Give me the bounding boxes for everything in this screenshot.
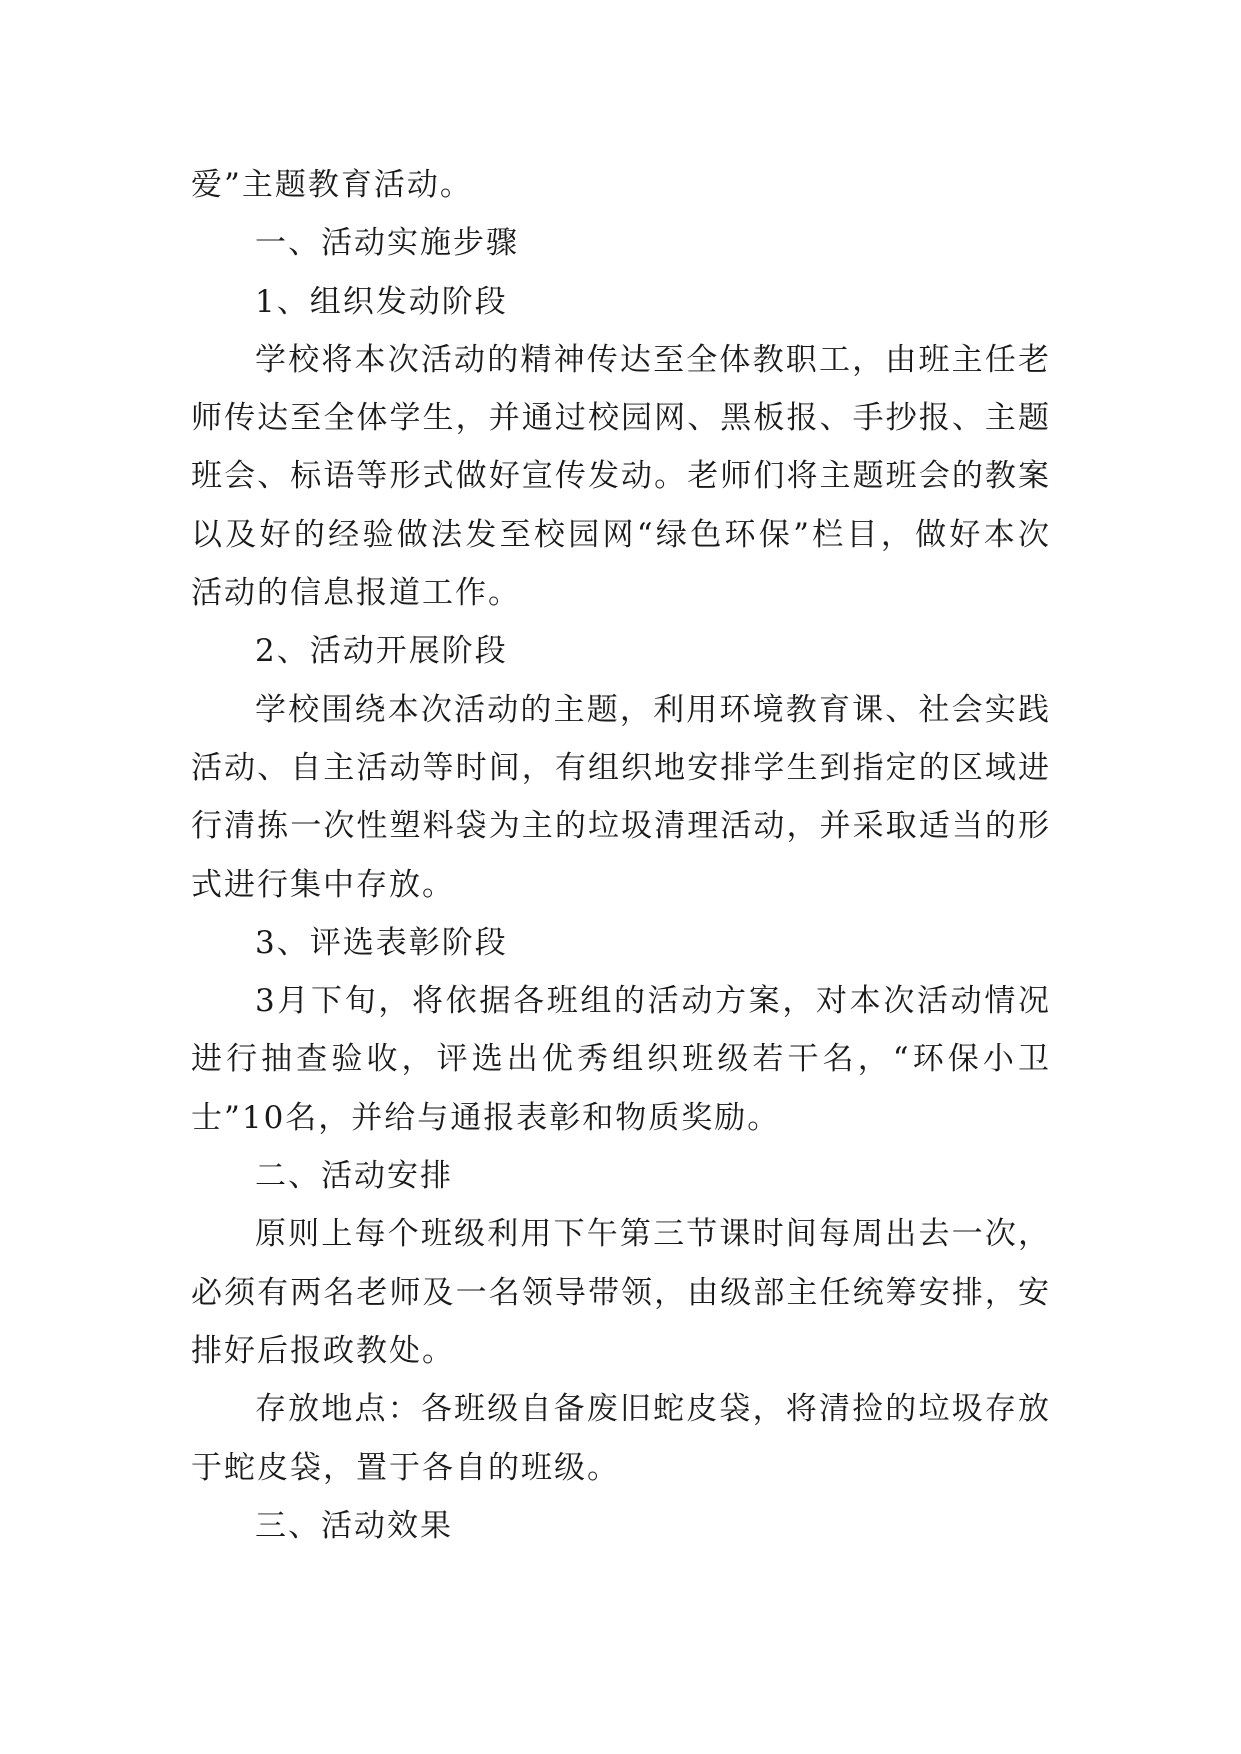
paragraph-evaluation: 3月下旬，将依据各班组的活动方案，对本次活动情况进行抽查验收，评选出优秀组织班级若干名，“环保小卫士”10名，并给与通报表彰和物质奖励。 (191, 983, 1051, 1136)
subsection-heading-3: 3、评选表彰阶段 (255, 924, 508, 961)
document-body (191, 156, 1051, 1555)
paragraph-storage: 存放地点：各班级自备废旧蛇皮袋，将清捡的垃圾存放于蛇皮袋，置于各自的班级。 (191, 1391, 1051, 1486)
paragraph-arrangement: 原则上每个班级利用下午第三节课时间每周出去一次，必须有两名老师及一名领导带领，由级部主任统筹安排，安排好后报政教处。 (191, 1216, 1051, 1369)
section-heading-3: 三、活动效果 (255, 1507, 453, 1544)
section-heading-1: 一、活动实施步骤 (255, 225, 519, 262)
subsection-heading-1: 1、组织发动阶段 (255, 283, 508, 320)
section-heading-2: 二、活动安排 (255, 1158, 453, 1195)
subsection-heading-2: 2、活动开展阶段 (255, 633, 508, 670)
paragraph-activities: 学校围绕本次活动的主题，利用环境教育课、社会实践活动、自主活动等时间，有组织地安排学生到指定的区域进行清拣一次性塑料袋为主的垃圾清理活动，并采取适当的形式进行集中存放。 (191, 691, 1051, 903)
paragraph-continuation: 爱”主题教育活动。 (191, 167, 473, 203)
paragraph-organize: 学校将本次活动的精神传达至全体教职工，由班主任老师传达至全体学生，并通过校园网、黑板报、手抄报、主题班会、标语等形式做好宣传发动。老师们将主题班会的教案以及好的经验做法发至校园网“绿色环保”栏目，做好本次活动的信息报道工作。 (191, 341, 1051, 612)
